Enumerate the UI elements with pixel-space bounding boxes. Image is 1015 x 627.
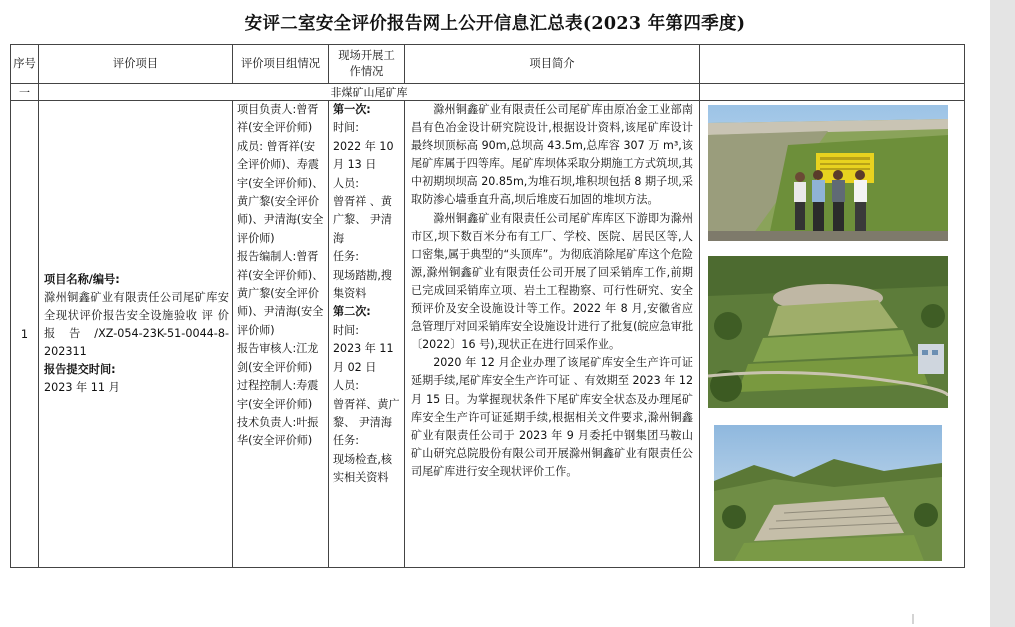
intro-cell — [405, 101, 700, 568]
intro-paragraph-2: 滁州铜鑫矿业有限责任公司尾矿库库区下游即为滁州市区,坝下数百米分布有工厂、学校、医院、居民区等,人口密集,属于典型的“头顶库”。为彻底消除尾矿库这个危险源,滁州铜鑫矿业有限责任公司开展了回采销库工作,前期已完成回采销库立项、岩土工程勘察、可行性研究、安全预评价及安全设施设计等工作。2022 年 8 月,安徽省应急管理厅对回采销库安全设施设计进行了批复(皖应急审批〔2022〕16 号),现状正在进行回采作业。 — [411, 211, 693, 352]
table-header-row — [11, 45, 965, 84]
category-row — [11, 84, 965, 101]
first-time: 2022 年 10 月 13 日 — [333, 139, 394, 172]
submit-time-label: 报告提交时间: — [44, 363, 116, 376]
team-reviewer: 报告审核人:江龙剑(安全评价师) — [237, 342, 319, 374]
submit-time: 2023 年 11 月 — [44, 381, 120, 394]
second-task-label: 任务: — [333, 434, 359, 448]
second-time: 2023 年 11 月 02 日 — [333, 342, 394, 374]
team-process-controller: 过程控制人:寿震宇(安全评价师) — [237, 379, 319, 411]
page-corner-mark-right — [912, 614, 922, 624]
second-people: 曾胥祥、黄广黎、 尹清海 — [333, 397, 400, 429]
work-cell — [329, 101, 405, 568]
tailings-aerial-photo-1 — [708, 256, 948, 408]
page-title: 安评二室安全评价报告网上公开信息汇总表(2023 年第四季度) — [244, 14, 746, 34]
first-task-label: 任务: — [333, 250, 359, 264]
first-task: 现场踏勘,搜集资料 — [333, 268, 392, 301]
header-item: 评价项目 — [39, 45, 233, 84]
first-visit-label: 第一次: — [333, 103, 371, 116]
second-time-label: 时间: — [333, 323, 359, 337]
table-row — [11, 101, 965, 568]
category-name: 非煤矿山尾矿库 — [39, 84, 700, 101]
team-tech-lead: 技术负责人:叶振华(安全评价师) — [237, 415, 319, 448]
header-team: 评价项目组情况 — [233, 45, 329, 84]
category-seq: 一 — [11, 84, 39, 101]
header-intro: 项目简介 — [405, 45, 700, 84]
header-photo — [700, 45, 965, 84]
tailings-aerial-photo-2 — [714, 425, 942, 561]
category-empty — [700, 84, 965, 101]
vertical-scrollbar[interactable] — [990, 0, 1015, 627]
first-people-label: 人员: — [333, 176, 359, 190]
second-visit-label: 第二次: — [333, 305, 371, 319]
second-people-label: 人员: — [333, 379, 359, 393]
header-work: 现场开展工作情况 — [329, 45, 405, 84]
page-corner-mark-left — [55, 614, 65, 624]
second-task: 现场检查,核实相关资料 — [333, 452, 392, 485]
project-name-label: 项目名称/编号: — [44, 273, 120, 286]
header-seq: 序号 — [11, 45, 39, 84]
info-table — [10, 44, 965, 568]
photo-cell — [700, 101, 965, 568]
intro-paragraph-3: 2020 年 12 月企业办理了该尾矿库安全生产许可证延期手续,尾矿库安全生产许可证 、有效期至 2023 年 12 月 15 日。为掌握现状条件下尾矿库安全状态及办理尾矿库安全生产许可证延期手续,根据相关文件要求,滁州铜鑫矿业有限责任公司于 2023 年 9 月委托中钢集团马鞍山矿山研究总院股份有限公司开展滁州铜鑫矿业有限责任公司尾矿库进行安全现状评价工作。 — [411, 356, 693, 478]
site-group-photo — [708, 105, 948, 241]
row-seq: 1 — [11, 101, 39, 568]
team-members: 成员: 曾胥祥(安全评价师)、寿震宇(安全评价师)、黄广黎(安全评价师)、尹清海(安全评价师) — [237, 139, 324, 245]
intro-paragraph-1: 滁州铜鑫矿业有限责任公司尾矿库由原冶金工业部南昌有色冶金设计研究院设计,根据设计资料,该尾矿库设计最终坝顶标高 90m,总坝高 43.5m,总库容 307 万 m³,该尾矿库属于四等库。尾矿库坝体采取分期施工方式筑坝,其中初期坝坝高 20.85m,为堆石坝,堆积坝包括 8 期子坝,采取防渗心墙垂直升高,坝后堆废石加固的堆坝方法。 — [411, 103, 693, 207]
first-time-label: 时间: — [333, 121, 359, 135]
team-cell — [233, 101, 329, 568]
team-report-writers: 报告编制人:曾胥祥(安全评价师)、黄广黎(安全评价师)、尹清海(安全评价师) — [237, 250, 324, 337]
project-name: 滁州铜鑫矿业有限责任公司尾矿库安全现状评价报告安全设施验收 评 价 报 告 /XZ-054-23K-51-0044-8-202311 — [44, 291, 229, 358]
first-people: 曾胥祥 、黄广黎、 尹清海 — [333, 195, 392, 245]
team-leader: 项目负责人:曾胥祥(安全评价师) — [237, 103, 319, 135]
project-cell — [39, 101, 233, 568]
